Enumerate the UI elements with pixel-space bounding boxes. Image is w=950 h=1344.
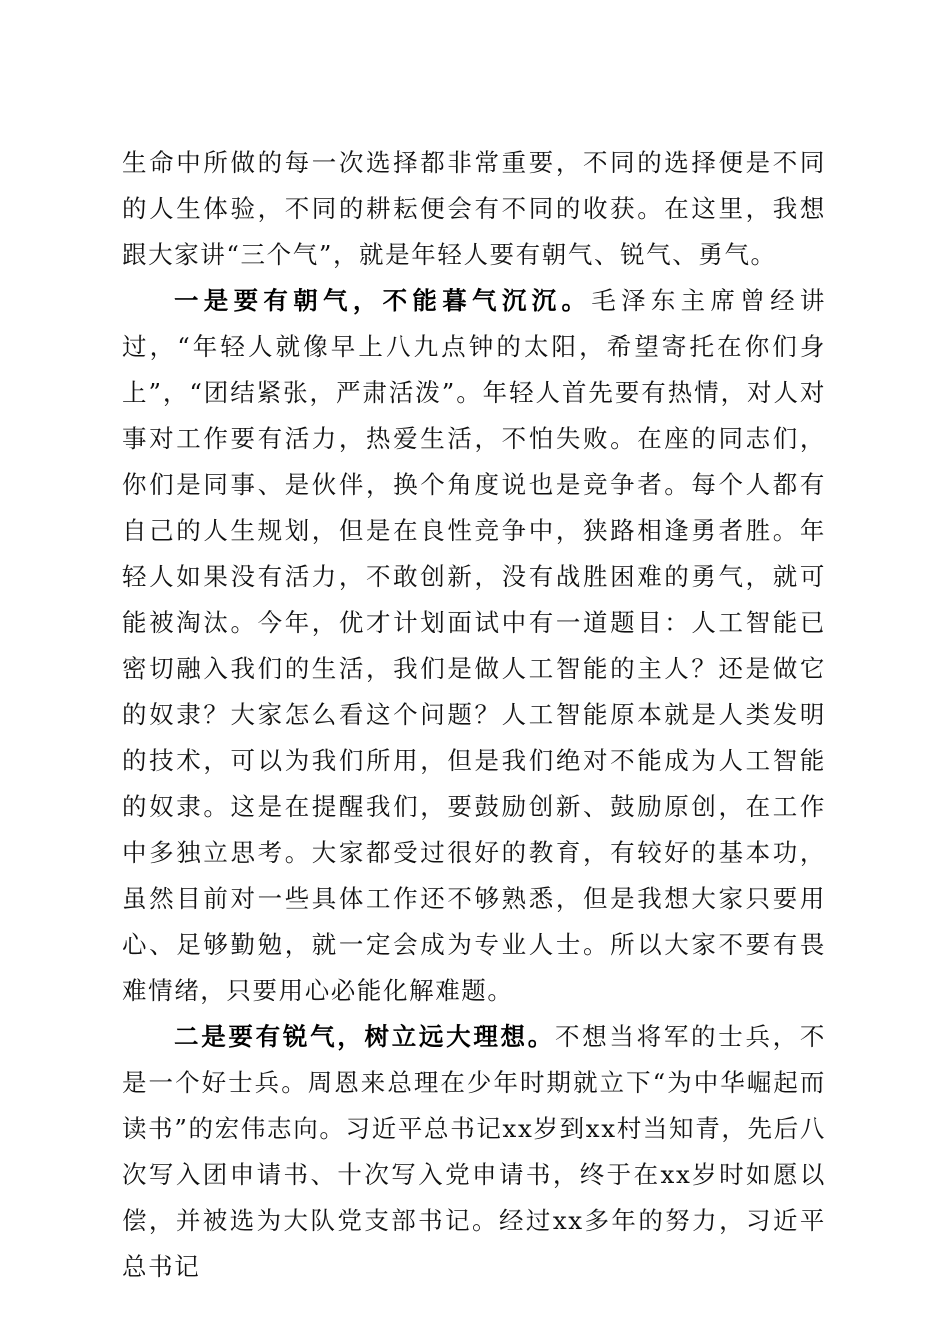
paragraph-intro — [122, 140, 826, 278]
document-body — [122, 140, 826, 1290]
paragraph-text: 生命中所做的每一次选择都非常重要，不同的选择便是不同的人生体验，不同的耕耘便会有不同的收获。在这里，我想跟大家讲“三个气”，就是年轻人要有朝气、锐气、勇气。 — [122, 148, 826, 269]
paragraph-lead: 二是要有锐气，树立远大理想。 — [174, 1022, 555, 1051]
paragraph-vitality — [122, 278, 826, 1014]
paragraph-ambition — [122, 1014, 826, 1290]
paragraph-text: 不想当将军的士兵，不是一个好士兵。周恩来总理在少年时期就立下“为中华崛起而读书”的宏伟志向。习近平总书记xx岁到xx村当知青，先后八次写入团申请书、十次写入党申请书，终于在xx岁时如愿以偿，并被选为大队党支部书记。经过xx多年的努力，习近平总书记 — [122, 1022, 826, 1281]
paragraph-text: 毛泽东主席曾经讲过，“年轻人就像早上八九点钟的太阳，希望寄托在你们身上”，“团结紧张，严肃活泼”。年轻人首先要有热情，对人对事对工作要有活力，热爱生活，不怕失败。在座的同志们，你们是同事、是伙伴，换个角度说也是竞争者。每个人都有自己的人生规划，但是在良性竞争中，狭路相逢勇者胜。年轻人如果没有活力，不敢创新，没有战胜困难的勇气，就可能被淘汰。今年，优才计划面试中有一道题目：人工智能已密切融入我们的生活，我们是做人工智能的主人？还是做它的奴隶？大家怎么看这个问题？人工智能原本就是人类发明的技术，可以为我们所用，但是我们绝对不能成为人工智能的奴隶。这是在提醒我们，要鼓励创新、鼓励原创，在工作中多独立思考。大家都受过很好的教育，有较好的基本功，虽然目前对一些具体工作还不够熟悉，但是我想大家只要用心、足够勤勉，就一定会成为专业人士。所以大家不要有畏难情绪，只要用心必能化解难题。 — [122, 286, 826, 1005]
paragraph-lead: 一是要有朝气，不能暮气沉沉。 — [174, 286, 592, 315]
